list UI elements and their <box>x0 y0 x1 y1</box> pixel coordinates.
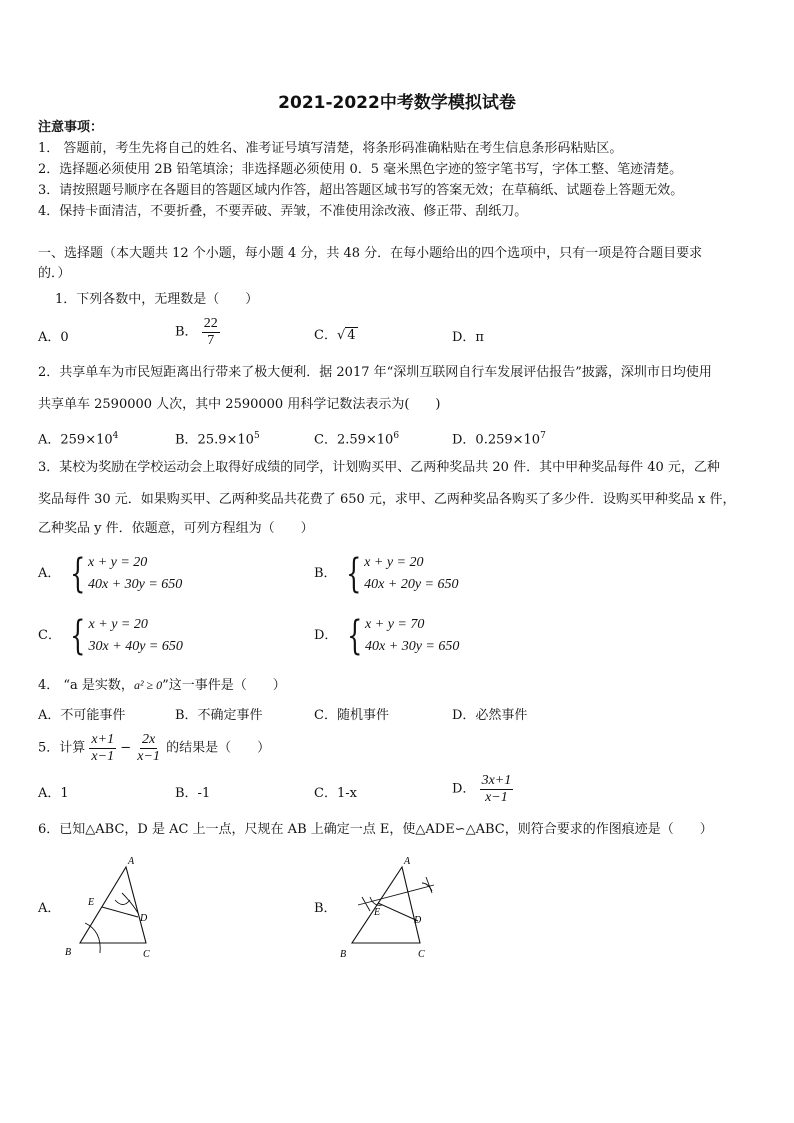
vertex-label-c: C <box>143 949 150 960</box>
notice-item: 2．选择题必须使用 2B 铅笔填涂；非选择题必须使用 0．5 毫米黑色字迹的签字笔书写，字体工整、笔迹清楚。 <box>38 162 683 177</box>
q1-option-a: A．0 <box>38 330 69 345</box>
q3-option-a: A． { x + y = 20 40x + 30y = 650 <box>38 551 183 597</box>
vertex-label-c: C <box>418 949 425 960</box>
brace-icon: { <box>69 551 85 597</box>
notice-item: 1． 答题前，考生先将自己的姓名、准考证号填写清楚，将条形码准确粘贴在考生信息条形码粘贴区。 <box>38 141 623 156</box>
q6-figure-a <box>60 853 170 961</box>
brace-icon: { <box>345 551 362 597</box>
question-2-line1: 2．共享单车为市民短距离出行带来了极大便利．据 2017 年“深圳互联网自行车发展评估报告”披露，深圳市日均使用 <box>38 365 712 380</box>
q3-option-c: C． { x + y = 20 30x + 40y = 650 <box>38 613 183 659</box>
vertex-label-e: E <box>88 897 95 908</box>
brace-icon: { <box>346 613 362 659</box>
q4-option-c: C．随机事件 <box>314 708 389 723</box>
vertex-label-e: E <box>374 907 381 918</box>
q3-option-d: D． { x + y = 70 40x + 30y = 650 <box>314 613 460 659</box>
q1-option-b: B． $\frac{22}{7}$ <box>175 316 218 348</box>
brace-icon: { <box>70 613 86 659</box>
question-5-stem: 5．计算 $\frac{x+1}{x-1}$ − $\frac{2x}{x-1}$ 的结果是（ ） <box>38 732 271 764</box>
question-3-line3: 乙种奖品 y 件．依题意，可列方程组为（ ） <box>38 521 314 536</box>
vertex-label-a: A <box>404 856 411 867</box>
question-3-line2: 奖品每件 30 元．如果购买甲、乙两种奖品共花费了 650 元，求甲、乙两种奖品各购买了多少件．设购买甲种奖品 x 件， <box>38 492 736 507</box>
page-title: 2021-2022中考数学模拟试卷 <box>278 93 516 113</box>
vertex-label-b: B <box>340 949 347 960</box>
question-6-stem: 6．已知△ABC，D 是 AC 上一点，尺规在 AB 上确定一点 E，使△ADE∽△ABC，则符合要求的作图痕迹是（ ） <box>38 822 713 837</box>
question-2-line2: 共享单车 2590000 人次，其中 2590000 用科学记数法表示为( ) <box>38 397 441 412</box>
question-1-stem: 1．下列各数中，无理数是（ ） <box>55 292 259 307</box>
q2-option-c: C．$2.59\times 10^6$ <box>314 431 400 448</box>
fraction-numerator: 22 <box>203 316 218 331</box>
question-3-line1: 3．某校为奖励在学校运动会上取得好成绩的同学，计划购买甲、乙两种奖品共 20 件．其中甲种奖品每件 40 元，乙种 <box>38 460 720 475</box>
sqrt-icon: √ <box>336 328 346 343</box>
q6-option-a-label: A． <box>38 901 61 916</box>
notice-item: 3．请按照题号顺序在各题目的答题区域内作答，超出答题区域书写的答案无效；在草稿纸、试题卷上答题无效。 <box>38 183 684 198</box>
question-4-stem: 4． “a 是实数，a² ≥ 0”这一事件是（ ） <box>38 678 286 693</box>
fraction-denominator: 7 <box>207 333 215 348</box>
q2-option-d: D．$0.259\times 10^7$ <box>452 431 546 448</box>
q4-option-d: D．必然事件 <box>452 708 528 723</box>
q3-option-b: B． { x + y = 20 40x + 20y = 650 <box>314 551 459 597</box>
vertex-label-d: D <box>140 913 148 924</box>
notice-item: 4．保持卡面清洁，不要折叠，不要弄破、弄皱，不准使用涂改液、修正带、刮纸刀。 <box>38 204 528 219</box>
q1-option-d: D．π <box>452 330 484 345</box>
q5-option-c: C．1-x <box>314 786 357 801</box>
vertex-label-a: A <box>128 856 135 867</box>
q2-option-b: B．$25.9\times 10^5$ <box>175 431 260 448</box>
q6-figure-b <box>336 853 446 961</box>
q4-option-a: A．不可能事件 <box>38 708 126 723</box>
vertex-label-d: D <box>414 915 422 926</box>
section-heading: 一、选择题（本大题共 12 个小题，每小题 4 分，共 48 分．在每小题给出的四个选项中，只有一项是符合题目要求 <box>38 246 703 261</box>
vertex-label-b: B <box>65 947 72 958</box>
q1-option-c: C．√ 4 <box>314 328 356 343</box>
q6-option-b-label: B． <box>314 901 337 916</box>
q4-option-b: B．不确定事件 <box>175 708 263 723</box>
q5-option-b: B．-1 <box>175 786 211 801</box>
notice-heading: 注意事项： <box>38 120 104 135</box>
q5-option-a: A．1 <box>38 786 69 801</box>
q2-option-a: A．$259\times 10^4$ <box>38 431 119 448</box>
q5-option-d: D． $\frac{3x+1}{x-1}$ <box>452 773 512 805</box>
section-heading-cont: 的．） <box>38 266 71 281</box>
